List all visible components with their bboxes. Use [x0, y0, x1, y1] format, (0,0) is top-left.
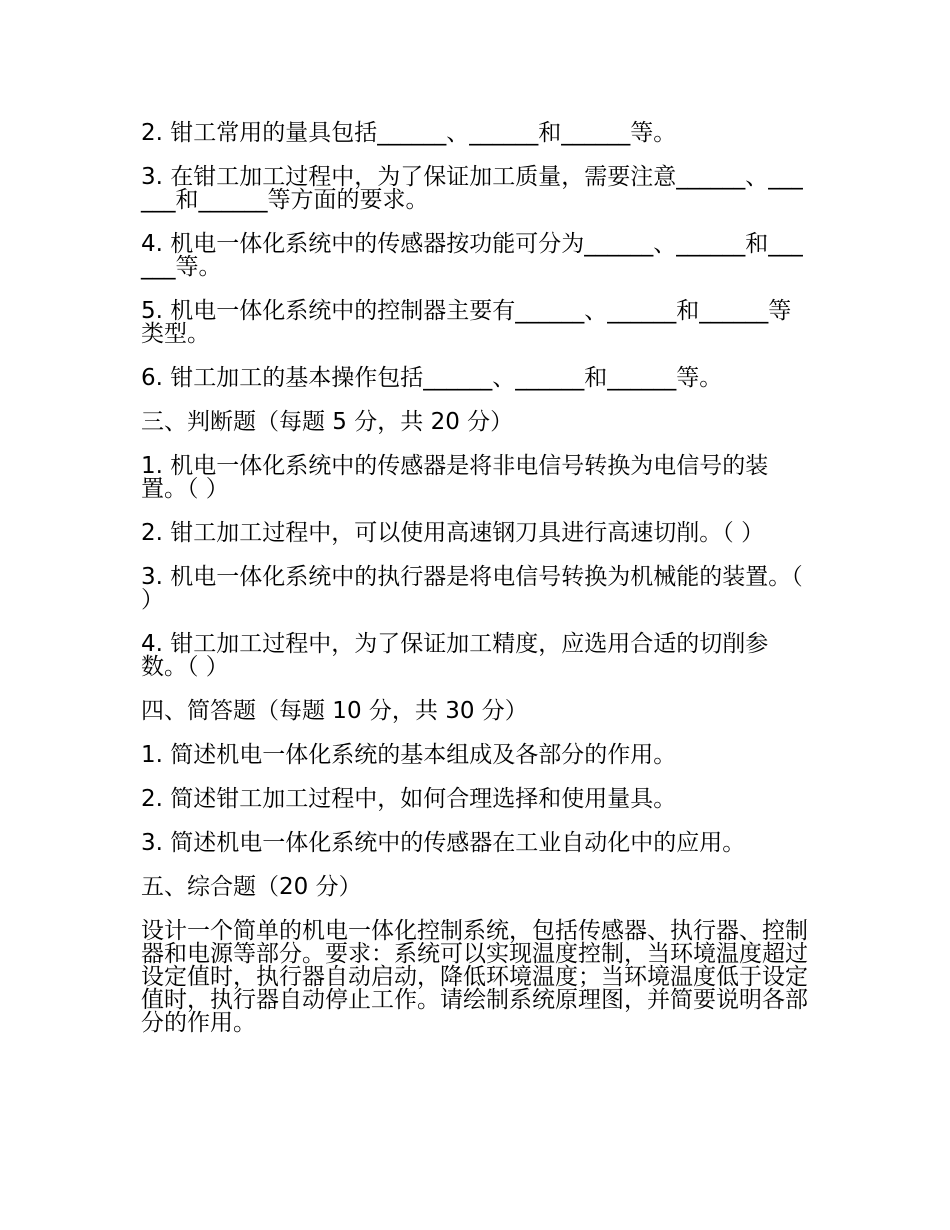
short-answer-section-heading: 四、简答题（每题 10 分，共 30 分）: [141, 698, 528, 724]
exam-content: [141, 122, 813, 1054]
fill-in-question-2: 2. 钳工常用的量具包括______、______和______等。: [141, 120, 677, 146]
judgment-question-2: 2. 钳工加工过程中，可以使用高速钢刀具进行高速切削。（ ）: [141, 520, 765, 546]
comprehensive-question-body: 设计一个简单的机电一体化控制系统，包括传感器、执行器、控制器和电源等部分。要求：系统可以实现温度控制，当环境温度超过设定值时，执行器自动启动，降低环境温度；当环境温度低于设定值时，执行器自动停止工作。请绘制系统原理图，并简要说明各部分的作用。: [141, 918, 808, 1036]
comprehensive-section-heading: 五、综合题（20 分）: [141, 874, 362, 900]
fill-in-question-4: 4. 机电一体化系统中的传感器按功能可分为______、______和______等。: [141, 231, 803, 280]
short-answer-question-1: 1. 简述机电一体化系统的基本组成及各部分的作用。: [141, 742, 677, 768]
judgment-section-heading: 三、判断题（每题 5 分，共 20 分）: [141, 409, 514, 435]
fill-in-question-6: 6. 钳工加工的基本操作包括______、______和______等。: [141, 365, 723, 391]
judgment-question-3: 3. 机电一体化系统中的执行器是将电信号转换为机械能的装置。（ ）: [141, 564, 803, 613]
fill-in-question-3: 3. 在钳工加工过程中，为了保证加工质量，需要注意______、______和______等方面的要求。: [141, 164, 803, 213]
judgment-question-1: 1. 机电一体化系统中的传感器是将非电信号转换为电信号的装置。（ ）: [141, 453, 769, 502]
judgment-question-4: 4. 钳工加工过程中，为了保证加工精度，应选用合适的切削参数。（ ）: [141, 631, 769, 680]
fill-in-question-5: 5. 机电一体化系统中的控制器主要有______、______和______等类型。: [141, 298, 792, 347]
short-answer-question-2: 2. 简述钳工加工过程中，如何合理选择和使用量具。: [141, 786, 677, 812]
short-answer-question-3: 3. 简述机电一体化系统中的传感器在工业自动化中的应用。: [141, 830, 746, 856]
